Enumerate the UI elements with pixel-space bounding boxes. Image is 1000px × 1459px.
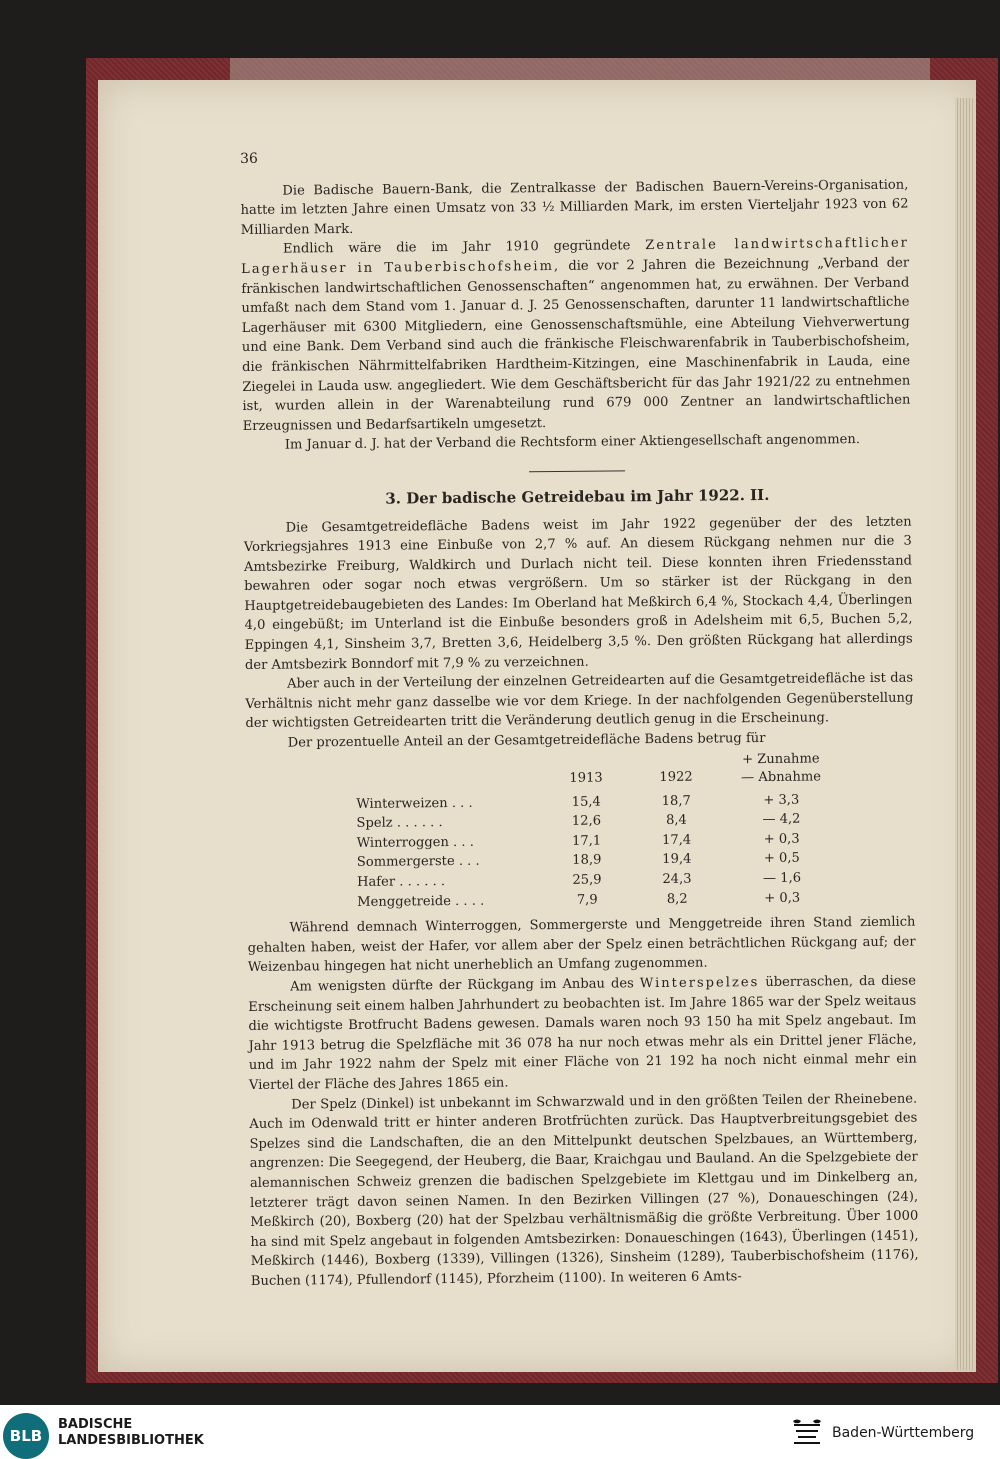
paragraph-zentrale-after: die vor 2 Jahren die Bezeichnung „Verband der fränkischen landwirtschaftlichen Genossenschaften“ angenommen hat, zu erwähnen. Der Verband umfaßt nach dem Stand vom 1. Januar d. J. 25 Genossenschaften, darunter 11 landwirtschaftliche Lagerhäuser mit 6300 Mitgliedern, eine Genossenschaftsmühle, eine Abteilung Viehverwertung und eine Bank. Dem Verband sind auch die fränkische Fleischwarenfabrik in Tauberbischofsheim, die fränkischen Nährmittelfabriken Hardtheim-Kitzingen, eine Maschinenfabrik in Lauda, eine Ziegelei in Lauda usw. angegliedert. Wie dem Geschäftsbericht für das Jahr 1921/22 zu entnehmen ist, wurden allein in der Warenabteilung rund 679 000 Zentner an landwirtschaftlichen Erzeugnissen und Bedarfsartikeln umgesetzt. [241,255,911,434]
row-change: + 0,3 [764,890,801,906]
row-1922: 8,2 [666,891,688,907]
page-number: 36 [240,150,258,167]
bw-name[interactable]: Baden-Württemberg [832,1425,975,1441]
footer-bar [0,1405,1000,1459]
paragraph-bauern-bank: Die Badische Bauern-Bank, die Zentralkasse der Badischen Bauern-Vereins-Organisation, hatte im letzten Jahre einen Umsatz von 33 ½ Milliarden Mark, im ersten Vierteljahr 1923 von 62 Milliarden Mark. [240,177,909,238]
paragraph-prozentueller-anteil: Der prozentuelle Anteil an der Gesamtgetreidefläche Badens betrug für [287,731,766,751]
paragraph-verteilung: Aber auch in der Verteilung der einzelnen Getreidearten auf die Gesamtgetreidefläche ist das Verhältnis nicht mehr ganz dasselbe wie vor dem Kriege. In der nachfolgenden Gegenüberstellung der wichtigsten Getreidearten tritt die Veränderung deutlich genug in die Erscheinung. [245,670,914,732]
row-1922: 17,4 [661,832,692,848]
row-1922: 18,7 [661,793,691,809]
table-header-row [356,750,836,795]
row-1913: 15,4 [571,794,601,810]
blb-logo[interactable]: BLB [3,1413,49,1459]
paragraph-zentrale-spaced: Zentrale landwirtschaftlicher Lagerhäuser in Tauberbischofsheim, [241,235,909,277]
row-name: Hafer . . . . . . [356,874,446,890]
paragraph-winterspelz [248,972,917,1096]
paragraph-spelz-dinkel: Der Spelz (Dinkel) ist unbekannt im Schwarzwald und in den größten Teilen der Rheinebene. Auch im Odenwald tritt er hinter anderen Brotfrüchten zurück. Das Hauptverbreitungsgebiet des Spelzes sind die Landschaften, die an den Mittelpunkt deutschen Spelzbaues, an Württemberg, angrenzen: Die Seegegend, der Heuberg, die Baar, Kraichgau und Bauland. An die Spelzgebiete der alemannischen Schweiz grenzen die badischen Spelzgebiete im Klettgau und im Dinkelberg an, letzterer trägt davon seinen Namen. In den Bezirken Villingen (27 %), Donaueschingen (24), Meßkirch (20), Boxberg (20) hat der Spelzbau verhältnismäßig die größte Verbreitung. Über 1000 ha sind mit Spelz angebaut in folgenden Amtsbezirken: Donaueschingen (1643), Überlingen (1451), Meßkirch (1446), Boxberg (1339), Villingen (1326), Sinsheim (1289), Tauberbischofsheim (1176), Buchen (1174), Pfullendorf (1145), Pforzheim (1100). In weiteren 6 Amts- [249,1091,919,1289]
row-1913: 17,1 [571,833,602,849]
paragraph-winterspelz-before: Am wenigsten dürfte der Rückgang im Anbau des [289,976,634,995]
blb-name-line1: BADISCHE [58,1417,133,1432]
row-1922: 8,4 [665,812,687,829]
coat-of-arms-icon [790,1417,824,1449]
table-header-increase: + Zunahme [742,751,820,767]
page-edges [955,98,975,1370]
section-heading: 3. Der badische Getreidebau im Jahr 1922. II. [385,485,770,508]
row-1913: 7,9 [576,892,598,908]
row-1922: 19,4 [662,852,692,868]
table-row [357,888,837,912]
grain-share-table [356,750,837,912]
row-change: — 1,6 [762,870,802,887]
table-header-blank [356,753,546,795]
paragraph-zentrale-before: Endlich wäre die im Jahr 1910 gegründete [282,238,631,257]
paragraph-gesamtgetreideflaeche: Die Gesamtgetreidefläche Badens weist im Jahr 1922 gegenüber der des letzten Vorkriegsjahres 1913 eine Einbuße von 2,7 % auf. An diesem Rückgang nehmen nur die 3 Amtsbezirke Freiburg, Waldkirch und Durlach nicht teil. Diese konnten ihren Friedensstand bewahren oder sogar noch etwas vergrößern. Um so stärker ist der Rückgang in den Hauptgetreidebaugebieten des Landes: Im Oberland hat Meßkirch 6,4 %, Stockach 4,4, Überlingen 4,0 eingebüßt; im Unterland ist die Einbuße besonders groß in Adelsheim mit 6,5, Buchen 5,2, Eppingen 4,1, Sinsheim 3,7, Bretten 3,6, Heidelberg 3,5 %. Den größten Rückgang hat allerdings der Amtsbezirk Bonndorf mit 7,9 % zu verzeichnen. [243,514,913,673]
row-change: — 4,2 [762,811,801,828]
paragraph-rechtsform: Im Januar d. J. hat der Verband die Rechtsform einer Aktiengesellschaft angenommen. [284,432,861,453]
paragraph-waehrend-demnach: Während demnach Winterroggen, Sommergerste und Menggetreide ihren Stand ziemlich gehalten haben, weist der Hafer, vor allem aber der Spelz einen beträchtlichen Rückgang auf; der Weizenbau hingegen hat nicht unerheblich an Umfang zugenommen. [247,914,916,976]
section-divider [529,470,625,472]
blb-name-line2: LANDESBIBLIOTHEK [58,1433,204,1448]
row-1913: 18,9 [572,852,602,869]
row-1922: 24,3 [662,871,692,887]
row-name: Spelz . . . . . . [356,815,443,832]
table-header-1913: 1913 [569,770,603,786]
table-header-1922: 1922 [659,769,693,786]
paragraph-winterspelz-spaced: Winterspelzes [639,975,760,992]
table-header-decrease: — Abnahme [741,769,822,785]
page-content [240,144,919,1292]
paragraph-zentrale [241,234,911,436]
row-1913: 25,9 [572,872,602,888]
row-change: + 3,3 [763,792,800,808]
row-name: Winterweizen . . . [356,795,473,812]
blb-name [58,1417,204,1449]
row-name: Sommergerste . . . [356,854,480,871]
row-change: + 0,5 [763,851,800,867]
row-change: + 0,3 [763,831,800,847]
table-header-change [726,750,836,791]
paragraph-winterspelz-after: überraschen, da diese Erscheinung seit einem halben Jahrhundert zu beobachten ist. Im Jahre 1865 war der Spelz weitaus die wichtigste Brotfrucht Badens gewesen. Damals waren noch 93 150 ha mit Spelz angebaut. Im Jahr 1913 betrug die Spelzfläche mit 36 078 ha nur noch etwas mehr als ein Drittel jener Fläche, und im Jahr 1922 nahm der Spelz mit einer Fläche von 21 192 ha noch nicht einmal mehr ein Viertel der Fläche des Jahres 1865 ein. [248,973,917,1093]
row-1913: 12,6 [571,813,602,830]
row-name: Winterroggen . . . [356,834,474,851]
row-name: Menggetreide . . . . [357,893,485,910]
